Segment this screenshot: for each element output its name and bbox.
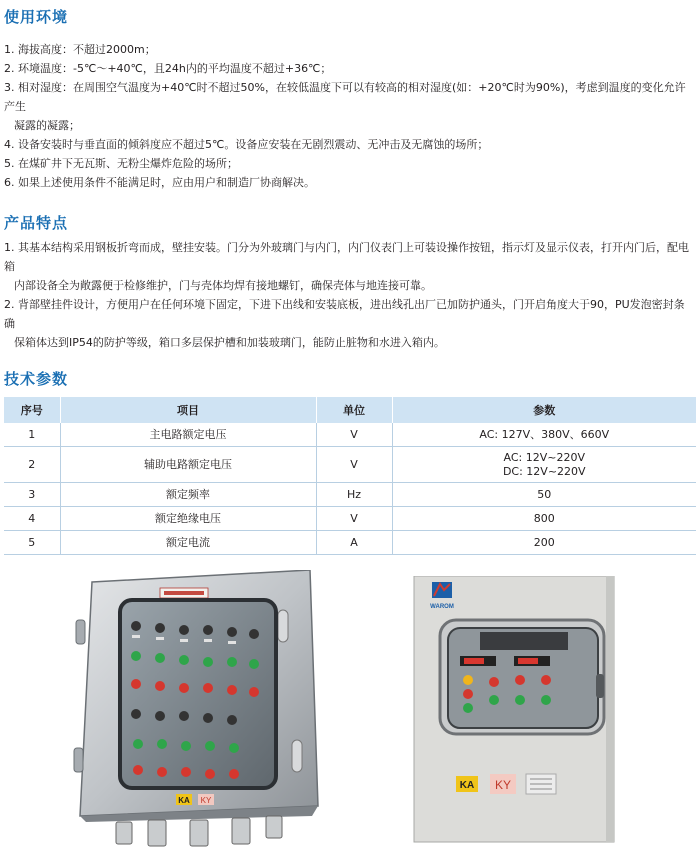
- cell-param: 50: [392, 483, 696, 507]
- list-item: 4. 设备安装时与垂直面的倾斜度应不超过5℃。设备应安装在无剧烈震动、无冲击及无腐蚀的场所；: [4, 138, 489, 151]
- list-item: 2. 背部壁挂件设计，方便用户在任何环境下固定，下进下出线和安装底板，进出线孔出厂已加防护通头，门开启角度大于90，PU发泡密封条确: [4, 298, 685, 330]
- ka-label-left: KA: [178, 796, 190, 805]
- list-item: 6. 如果上述使用条件不能满足时，应由用户和制造厂协商解决。: [4, 176, 315, 189]
- table-row: [4, 483, 696, 507]
- list-item: 2. 环境温度：-5℃～+40℃，且24h内的平均温度不超过+36℃；: [4, 62, 332, 75]
- table-row: [4, 531, 696, 555]
- list-item: 5. 在煤矿井下无瓦斯、无粉尘爆炸危险的场所；: [4, 157, 238, 170]
- cell-item: 额定绝缘电压: [60, 507, 316, 531]
- cell-param: 800: [392, 507, 696, 531]
- section-title-params: 技术参数: [4, 370, 69, 388]
- cell-param-line: DC: 12V~220V: [502, 464, 586, 478]
- cell-no: 5: [4, 531, 60, 555]
- ky-label-right: KY: [494, 778, 512, 792]
- cell-item: 额定频率: [60, 483, 316, 507]
- cell-unit: V: [316, 507, 392, 531]
- section-title-features: 产品特点: [4, 214, 69, 232]
- cell-no: 2: [4, 447, 60, 483]
- cell-item: 主电路额定电压: [60, 423, 316, 447]
- cell-param-line: AC: 12V~220V: [503, 450, 585, 464]
- params-table: [4, 397, 696, 555]
- ky-label-left: KY: [200, 796, 212, 805]
- cell-no: 3: [4, 483, 60, 507]
- cell-no: 4: [4, 507, 60, 531]
- header-param: 参数: [392, 397, 696, 423]
- product-photo-stainless-box: [72, 570, 322, 852]
- header-unit: 单位: [316, 397, 392, 423]
- header-no: 序号: [4, 397, 60, 423]
- brand-logo-text: WAROM: [430, 604, 454, 610]
- table-row: [4, 507, 696, 531]
- table-header-row: [4, 397, 696, 423]
- list-item: 凝露的凝露；: [14, 119, 80, 132]
- table-row: [4, 447, 696, 483]
- features-list: [4, 238, 694, 352]
- cell-param: 200: [392, 531, 696, 555]
- list-item: 3. 相对湿度：在周围空气温度为+40℃时不超过50%，在较低温度下可以有较高的相对湿度(如：+20℃时为90%)，考虑到温度的变化允许产生: [4, 81, 686, 113]
- cell-no: 1: [4, 423, 60, 447]
- ka-label-right: KA: [459, 780, 475, 791]
- cell-param: AC: 127V、380V、660V: [392, 423, 696, 447]
- cell-item: 辅助电路额定电压: [60, 447, 316, 483]
- list-item: 内部设备全为敞露便于检修维护，门与壳体均焊有接地螺钉，确保壳体与地连接可靠。: [14, 279, 432, 292]
- cell-unit: V: [316, 447, 392, 483]
- cell-item: 额定电流: [60, 531, 316, 555]
- product-photo-painted-box: [410, 576, 622, 846]
- header-item: 项目: [60, 397, 316, 423]
- list-item: 1. 其基本结构采用钢板折弯而成，壁挂安装。门分为外玻璃门与内门，内门仪表门上可装设操作按钮，指示灯及显示仪表，打开内门后，配电箱: [4, 241, 689, 273]
- cell-unit: V: [316, 423, 392, 447]
- cell-unit: Hz: [316, 483, 392, 507]
- cell-param: [392, 447, 696, 483]
- environment-list: [4, 40, 694, 192]
- list-item: 保箱体达到IP54的防护等级，箱口多层保护槽和加装玻璃门，能防止脏物和水进入箱内。: [14, 336, 445, 349]
- list-item: 1. 海拔高度：不超过2000m；: [4, 43, 156, 56]
- section-title-environment: 使用环境: [4, 8, 69, 26]
- cell-unit: A: [316, 531, 392, 555]
- table-row: [4, 423, 696, 447]
